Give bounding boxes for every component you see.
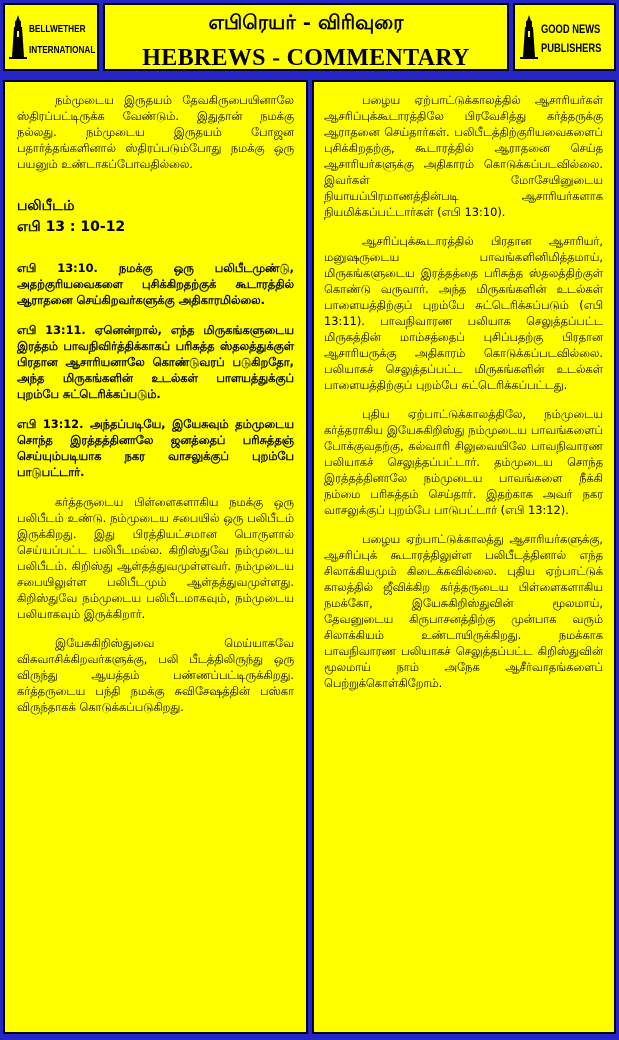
- title-english: HEBREWS - COMMENTARY: [142, 45, 470, 71]
- left-paragraph-3: இயேசுகிறிஸ்துவை மெய்யாகவே விசுவாசிக்கிறவர்களுக்கு, பலி பீடத்திலிருந்து ஒரு விருந்து ஆயத்தம் பண்ணப்பட்டிருக்கிறது. கர்த்தருடைய பந்தி நமக்கு சுவிசேஷத்தின் பஸ்கா விருந்தாகக் கொடுக்கப்படுகிறது.: [17, 636, 294, 714]
- left-paragraph-2: கர்த்தருடைய பிள்ளைகளாகிய நமக்கு ஒரு பலிபீடம் உண்டு. நம்முடைய சபையில் ஒரு பலிபீடம் இருக்கிறது. இது பிரத்தியட்சமான பொருளால் செய்யப்பட்ட பலிபீடமல்ல. கிறிஸ்துவே நம்முடைய பலிபீடம். கிறிஸ்து ஆள்தத்துவமுள்ளவர். நம்முடைய சபையிலுள்ள பலிபீடமும் ஆள்தத்துவமுள்ளது. கிறிஸ்துவே நம்முடைய பலிபீடமாகவும், நம்முடைய பலியாகவும் இருக்கிறார்.: [17, 495, 294, 621]
- left-column: [3, 80, 308, 1034]
- section-heading: [17, 196, 294, 238]
- right-paragraph-4: பழைய ஏற்பாட்டுக்காலத்து ஆசாரியர்களுக்கு, ஆசரிப்புக் கூடாரத்திலுள்ள பலிபீடத்தினால் எந்த சிலாக்கியமும் கிடைக்கவில்லை. புதிய ஏற்பாட்டுக் காலத்தில் ஜீவிக்கிற கர்த்தருடைய பிள்ளைகளாகிய நமக்கோ, இயேசுகிறிஸ்துவின் மூலமாய், தேவனுடைய கிருபாசனத்திற்கு முன்பாக வரும் சிலாக்கியம் உண்டாயிருக்கிறது. நமக்காக பாவநிவாரண பலியாகச் செலுத்தப்பட்ட கிறிஸ்துவின் மூலமாய் நாம் அநேக ஆசீர்வாதங்களைப் பெற்றுக்கொள்கிறோம்.: [324, 532, 603, 690]
- title-tamil: எபிரெயர் - விரிவுரை: [208, 10, 404, 34]
- section-heading-title: பலிபீடம்: [17, 198, 75, 214]
- right-column: [312, 80, 616, 1034]
- right-paragraph-1: பழைய ஏற்பாட்டுக்காலத்தில் ஆசாரியர்கள் ஆசரிப்புக்கூடாரத்திலே பிரவேசித்து கர்த்தருக்கு ஆராதனை செய்தார்கள். பலிபீடத்திற்குரியவைகளைப் புசிக்கிறதற்கு, கூடாரத்தில் ஆராதனை செய்த ஆசாரியர்களுக்கு அதிகாரம் கொடுக்கப்படவில்லை. இவர்கள் மோசேயினுடைய நியாயப்பிரமாணத்தின்படி ஆசாரியர்களாக நியமிக்கப்பட்டார்கள் (எபி 13:10).: [324, 93, 603, 219]
- right-paragraph-2: ஆசரிப்புக்கூடாரத்தில் பிரதான ஆசாரியர், மனுஷருடைய பாவங்களினிமித்தமாய், மிருகங்களுடைய இரத்தத்தை பரிசுத்த ஸ்தலத்திற்குள் கொண்டு வருவார். அந்த மிருகங்களின் உடல்கள் பாளையத்திற்குப் புறம்பே சுட்டெரிக்கப்படும் (எபி 13:11). பாவநிவாரண பலியாக செலுத்தப்பட்ட மிருகத்தின் மாம்சத்தைப் புசிப்பதற்கு பிரதான ஆசாரியருக்கு அதிகாரம் கொடுக்கப்படவில்லை. பலியாகச் செலுத்தப்பட்ட மிருகங்களின் உடல்கள் பாளையத்திற்குப் புறம்பே சுட்டெரிக்கப்பட்டது.: [324, 234, 603, 392]
- bell-tower-icon: [519, 15, 539, 59]
- verse-13-11: எபி 13:11. ஏனென்றால், எந்த மிருகங்களுடைய இரத்தம் பாவநிவிர்த்திக்காகப் பரிசுத்த ஸ்தலத்துக்குள் பிரதான ஆசாரியனாலே கொண்டுவரப் படுகிறதோ, அந்த மிருகங்களின் உடல்கள் பாளயத்துக்குப் புறம்பே சுட்டெரிக்கப்படும்.: [17, 323, 294, 401]
- good-news-logo-box: [513, 3, 616, 71]
- verse-13-10: எபி 13:10. நமக்கு ஒரு பலிபீடமுண்டு, அதற்குரியவைகளை புசிக்கிறதற்குக் கூடாரத்தில் ஆராதனை செய்கிறவர்களுக்கு அதிகாரமில்லை.: [17, 261, 294, 307]
- right-paragraph-3: புதிய ஏற்பாட்டுக்காலத்திலே, நம்முடைய கர்த்தராகிய இயேசுகிறிஸ்து நம்முடைய பாவங்களைப் போக்குவதற்கு, கல்வாரி சிலுவையிலே பாவநிவாரண பலியாகச் செலுத்தப்பட்டார். தம்முடைய சொந்த இரத்தத்தினாலே நம்முடைய பாவங்களை நீக்கி நம்மை பரிசுத்தம் செய்தார். இதற்காக அவர் நகர வாசலுக்குப் புறம்பே பாடுபட்டார் (எபி 13:12).: [324, 407, 603, 517]
- verse-13-12: எபி 13:12. அந்தப்படியே, இயேசுவும் தம்முடைய சொந்த இரத்தத்தினாலே ஜனத்தைப் பரிசுத்தஞ் செய்யும்படியாக நகர வாசலுக்குப் புறம்பே பாடுபட்டார்.: [17, 417, 294, 479]
- good-news-logo-text: GOOD NEWS PUBLISHERS: [541, 22, 602, 55]
- bellwether-logo-box: [3, 3, 99, 71]
- left-paragraph-1: நம்முடைய இருதயம் தேவகிருபையினாலே ஸ்திரப்பட்டிருக்க வேண்டும். இதுதான் நமக்கு நல்லது. நம்முடைய இருதயம் போஜன பதார்த்தங்களினால் ஸ்திரப்படும்போது நமக்கு ஒரு பயனும் உண்டாகப்போவதில்லை.: [17, 93, 294, 171]
- page-header: [103, 3, 509, 71]
- section-heading-reference: எபி 13 : 10-12: [17, 219, 126, 235]
- bellwether-logo-text: BELLWETHER INTERNATIONAL: [29, 24, 96, 56]
- bell-tower-icon: [9, 15, 27, 59]
